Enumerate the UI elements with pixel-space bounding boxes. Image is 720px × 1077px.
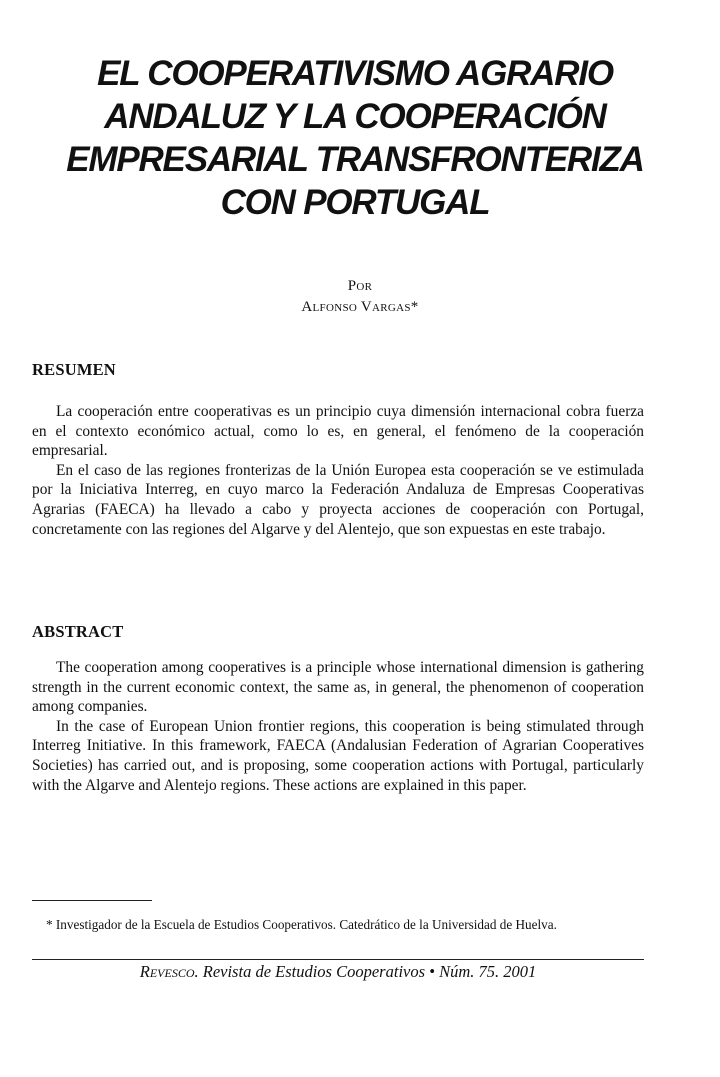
title-line: CON PORTUGAL	[220, 183, 490, 222]
abstract-paragraph: The cooperation among cooperatives is a principle whose international dimension is gathering strength in the current economic context, the same as, in general, the phenomenon of cooperation among companies.	[32, 659, 644, 716]
resumen-paragraph: La cooperación entre cooperativas es un principio cuya dimensión internacional cobra fuerza en el contexto económico actual, como lo es, en general, el fenómeno de la cooperación empresarial.	[32, 403, 644, 460]
journal-footer	[32, 961, 644, 983]
title-line: EMPRESARIAL TRANSFRONTERIZA	[66, 140, 644, 179]
journal-abbrev: Revesco.	[139, 962, 199, 981]
author-name: Alfonso Vargas*	[301, 299, 419, 315]
abstract-heading: ABSTRACT	[32, 622, 124, 641]
footer-separator: •	[429, 962, 435, 981]
footnote-divider	[32, 900, 152, 901]
journal-issue: Núm. 75. 2001	[439, 962, 537, 981]
author-footnote: * Investigador de la Escuela de Estudios Cooperativos. Catedrático de la Universidad de Huelva.	[46, 917, 557, 932]
journal-name: Revista de Estudios Cooperativos	[202, 962, 426, 981]
resumen-body	[32, 402, 644, 539]
footer-divider	[32, 959, 644, 960]
article-title	[60, 52, 650, 224]
byline-prefix: Por	[347, 278, 373, 294]
title-line: EL COOPERATIVISMO AGRARIO	[97, 54, 613, 93]
resumen-heading: RESUMEN	[32, 360, 116, 379]
title-line: ANDALUZ Y LA COOPERACIÓN	[104, 97, 606, 136]
resumen-paragraph: En el caso de las regiones fronterizas de la Unión Europea esta cooperación se ve estimulada por la Iniciativa Interreg, en cuyo marco la Federación Andaluza de Empresas Cooperativas Agrarias (FAECA) ha llevado a cabo y proyecta acciones de cooperación con Portugal, concretamente con las regiones del Algarve y del Alentejo, que son expuestas en este trabajo.	[32, 461, 644, 538]
abstract-body	[32, 658, 644, 795]
abstract-paragraph: In the case of European Union frontier regions, this cooperation is being stimulated through Interreg Initiative. In this framework, FAECA (Andalusian Federation of Agrarian Cooperatives Societies) has carried out, and is proposing, some cooperation actions with Portugal, particularly with the Algarve and Alentejo regions. These actions are explained in this paper.	[32, 717, 644, 794]
author-byline	[160, 276, 560, 318]
